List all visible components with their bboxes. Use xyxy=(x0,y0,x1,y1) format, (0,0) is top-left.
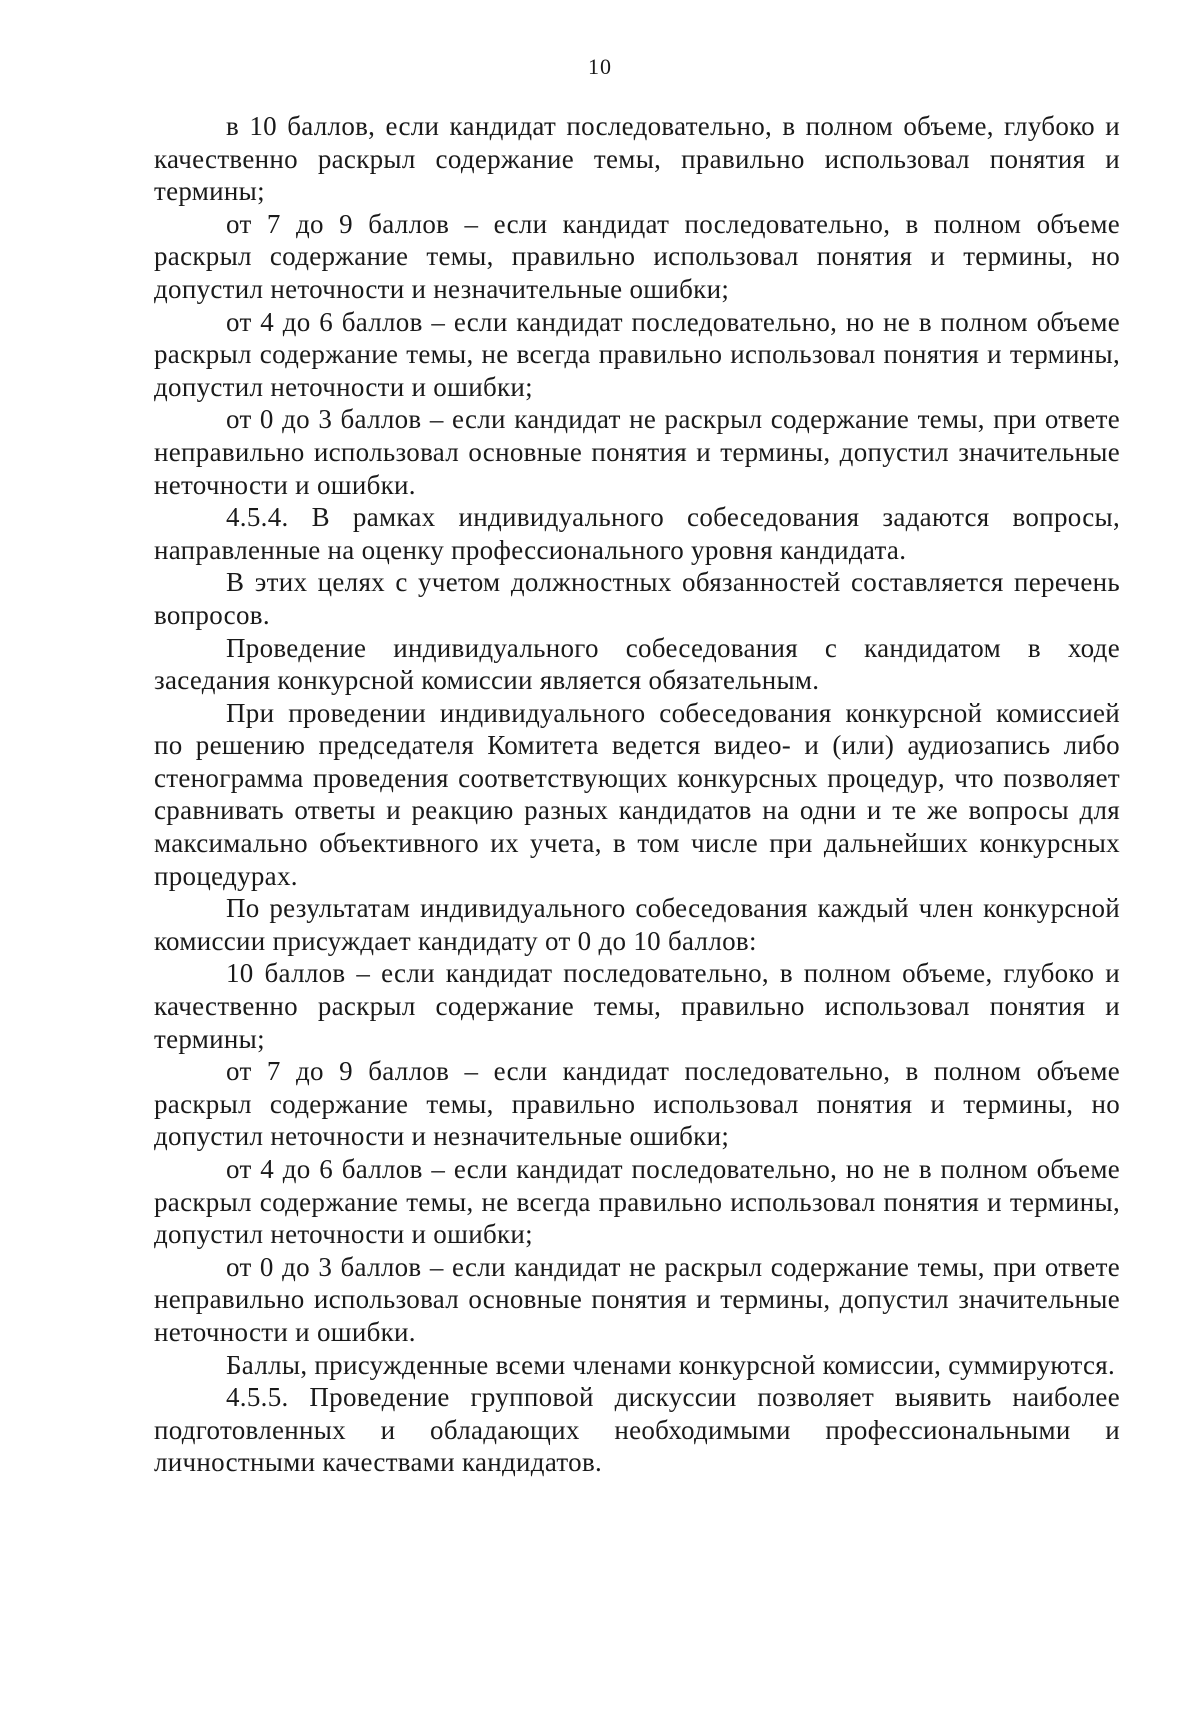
paragraph-score-10: в 10 баллов, если кандидат последовательно, в полном объеме, глубоко и качественно раскрыл содержание темы, правильно использовал понятия и термины; xyxy=(154,111,1120,207)
paragraph-interview-results: По результатам индивидуального собеседования каждый член конкурсной комиссии присуждает кандидату от 0 до 10 баллов: xyxy=(154,893,1120,956)
paragraph-interview-mandatory: Проведение индивидуального собеседования с кандидатом в ходе заседания конкурсной комиссии является обязательным. xyxy=(154,632,1120,696)
document-body xyxy=(154,110,1120,1479)
paragraph-points-summed: Баллы, присужденные всеми членами конкурсной комиссии, суммируются. xyxy=(226,1349,1115,1380)
page-number: 10 xyxy=(588,54,612,79)
paragraph-4-5-4: 4.5.4. В рамках индивидуального собеседования задаются вопросы, направленные на оценку профессионального уровня кандидата. xyxy=(154,502,1120,565)
paragraph-interview-score-0-3: от 0 до 3 баллов – если кандидат не раскрыл содержание темы, при ответе неправильно использовал основные понятия и термины, допустил значительные неточности и ошибки. xyxy=(154,1251,1120,1347)
paragraph-4-5-5: 4.5.5. Проведение групповой дискуссии позволяет выявить наиболее подготовленных и обладающих необходимыми профессиональными и личностными качествами кандидатов. xyxy=(154,1382,1120,1478)
paragraph-score-4-6: от 4 до 6 баллов – если кандидат последовательно, но не в полном объеме раскрыл содержание темы, не всегда правильно использовал понятия и термины, допустил неточности и ошибки; xyxy=(154,306,1120,402)
paragraph-recording: При проведении индивидуального собеседования конкурсной комиссией по решению председателя Комитета ведется видео- и (или) аудиозапись либо стенограмма проведения соответствующих конкурсных процедур, что позволяет сравнивать ответы и реакцию разных кандидатов на одни и те же вопросы для максимально объективного их учета, в том числе при дальнейших конкурсных процедурах. xyxy=(154,697,1120,891)
paragraph-score-7-9: от 7 до 9 баллов – если кандидат последовательно, в полном объеме раскрыл содержание темы, правильно использовал понятия и термины, но допустил неточности и незначительные ошибки; xyxy=(154,208,1120,304)
paragraph-interview-score-10: 10 баллов – если кандидат последовательно, в полном объеме, глубоко и качественно раскрыл содержание темы, правильно использовал понятия и термины; xyxy=(154,958,1120,1054)
paragraph-question-list: В этих целях с учетом должностных обязанностей составляется перечень вопросов. xyxy=(154,567,1120,630)
paragraph-score-0-3: от 0 до 3 баллов – если кандидат не раскрыл содержание темы, при ответе неправильно использовал основные понятия и термины, допустил значительные неточности и ошибки. xyxy=(154,404,1120,500)
paragraph-interview-score-4-6: от 4 до 6 баллов – если кандидат последовательно, но не в полном объеме раскрыл содержание темы, не всегда правильно использовал понятия и термины, допустил неточности и ошибки; xyxy=(154,1154,1120,1250)
paragraph-interview-score-7-9: от 7 до 9 баллов – если кандидат последовательно, в полном объеме раскрыл содержание темы, правильно использовал понятия и термины, но допустил неточности и незначительные ошибки; xyxy=(154,1056,1120,1152)
